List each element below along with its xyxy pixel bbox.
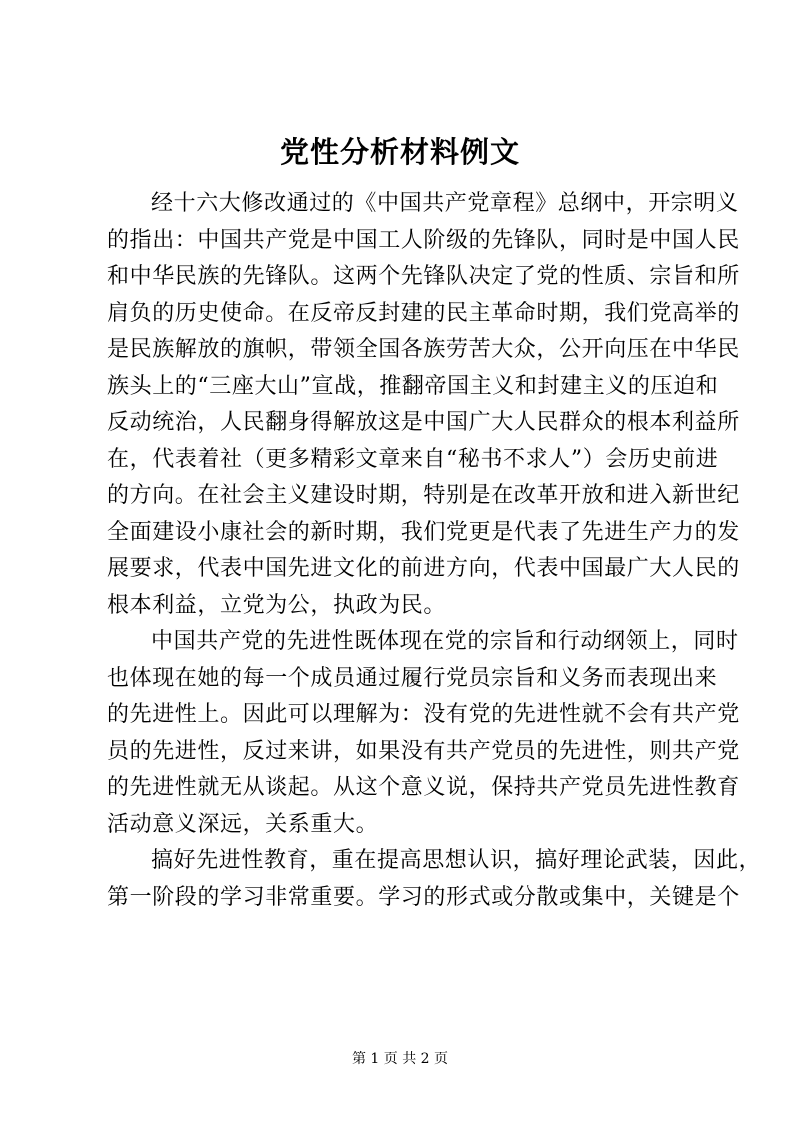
paragraph-2 (107, 624, 740, 843)
text-line: 中国共产党的先进性既体现在党的宗旨和行动纲领上，同时 (151, 629, 739, 654)
text-line: 族头上的“三座大山”宣战，推翻帝国主义和封建主义的压迫和 (107, 373, 719, 399)
text-line: 在，代表着社（更多精彩文章来自“秘书不求人”）会历史前进 (107, 446, 719, 472)
text-line: 和中华民族的先锋队。这两个先锋队决定了党的性质、宗旨和所 (107, 264, 740, 289)
page-footer: 第 1 页 共 2 页 (351, 1051, 449, 1067)
text-line: 员的先进性，反过来讲，如果没有共产党员的先进性，则共产党 (107, 738, 740, 764)
text-line: 活动意义深远，关系重大。 (107, 811, 379, 837)
paragraph-3 (107, 843, 762, 916)
text-line: 的先进性就无从谈起。从这个意义说，保持共产党员先进性教育 (107, 775, 740, 800)
text-line: 的方向。在社会主义建设时期，特别是在改革开放和进入新世纪 (107, 483, 740, 508)
page-title: 党性分析材料例文 (279, 135, 520, 169)
text-line: 第一阶段的学习非常重要。学习的形式或分散或集中，关键是个 (107, 884, 740, 910)
text-line: 的先进性上。因此可以理解为：没有党的先进性就不会有共产党 (107, 702, 740, 727)
text-line: 肩负的历史使命。在反帝反封建的民主革命时期，我们党高举的 (107, 300, 740, 326)
text-line: 经十六大修改通过的《中国共产党章程》总纲中，开宗明义 (151, 191, 739, 216)
text-line: 是民族解放的旗帜，带领全国各族劳苦大众，公开向压在中华民 (107, 337, 740, 362)
text-line: 全面建设小康社会的新时期，我们党更是代表了先进生产力的发 (107, 519, 740, 545)
text-line: 搞好先进性教育，重在提高思想认识，搞好理论武装，因此， (151, 848, 762, 873)
text-line: 反动统治，人民翻身得解放这是中国广大人民群众的根本利益所 (107, 410, 740, 435)
document-body (107, 186, 762, 916)
text-line: 展要求，代表中国先进文化的前进方向，代表中国最广大人民的 (107, 556, 740, 581)
text-line: 根本利益，立党为公，执政为民。 (107, 592, 447, 618)
text-line: 的指出：中国共产党是中国工人阶级的先锋队，同时是中国人民 (107, 227, 740, 253)
text-line: 也体现在她的每一个成员通过履行党员宗旨和义务而表现出来 (107, 665, 718, 691)
paragraph-1 (107, 186, 740, 624)
